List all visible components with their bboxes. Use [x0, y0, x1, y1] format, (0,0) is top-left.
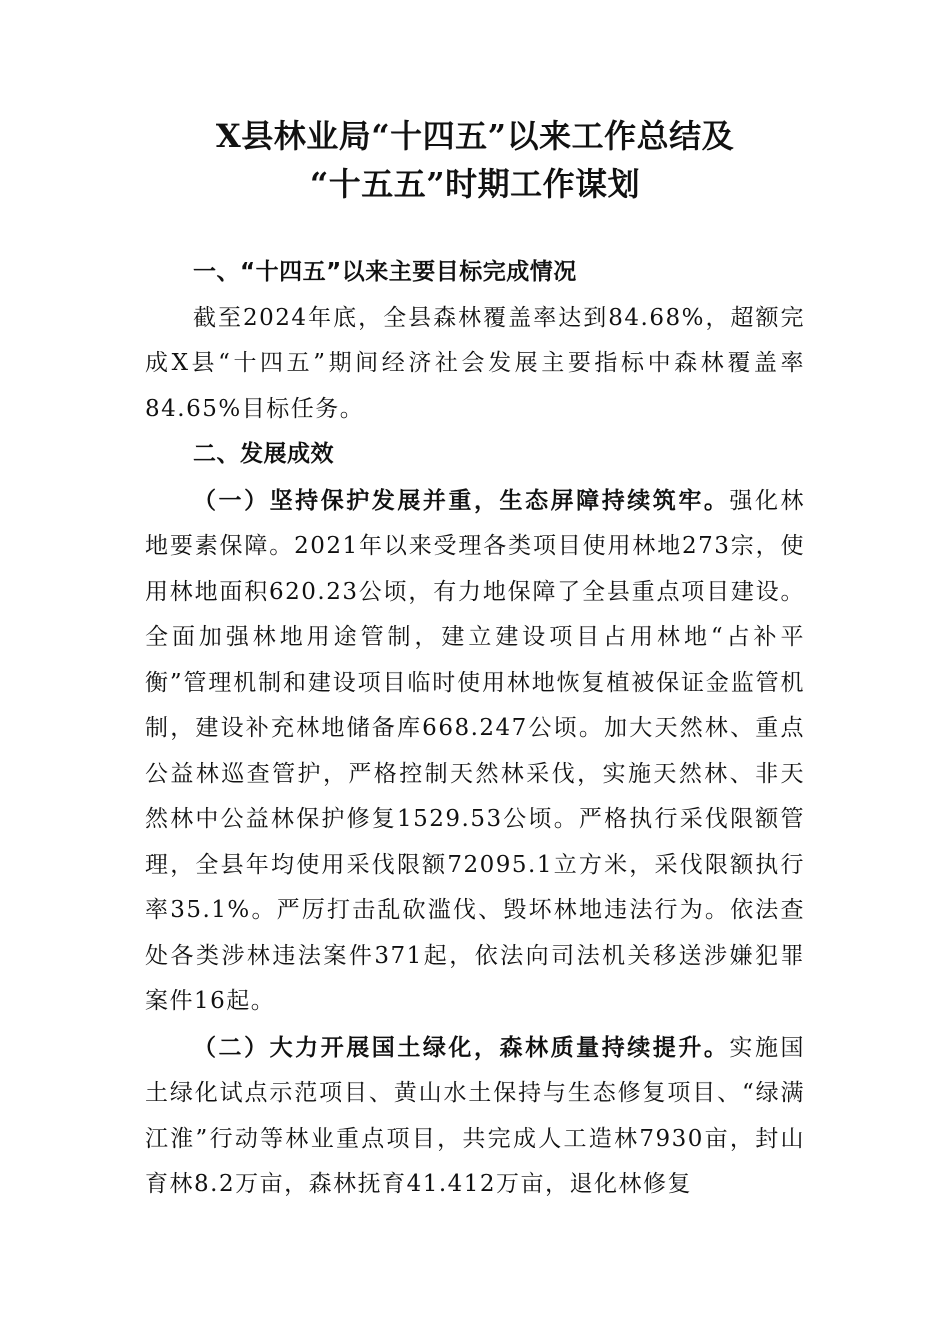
paragraph-text: 实施国土绿化试点示范项目、黄山水土保持与生态修复项目、“绿满江淮”行动等林业重点项目，共完成人工造林7930亩，封山育林8.2万亩，森林抚育41.412万亩，退化林修复 [145, 1034, 806, 1197]
document-body [145, 250, 805, 1208]
document-title [140, 112, 810, 208]
paragraph-ecological-protection [145, 478, 805, 1025]
subsection-lead-2: （二）大力开展国土绿化，森林质量持续提升。 [193, 1033, 730, 1061]
title-line-1: X县林业局“十四五”以来工作总结及 [215, 117, 735, 155]
paragraph-land-greening [145, 1025, 805, 1208]
paragraph-text: 截至2024年底，全县森林覆盖率达到84.68%，超额完成X县“十四五”期间经济社会发展主要指标中森林覆盖率84.65%目标任务。 [145, 304, 805, 422]
paragraph-goal-completion [145, 296, 805, 433]
section-heading-2: 二、发展成效 [193, 441, 334, 467]
subsection-lead-1: （一）坚持保护发展并重，生态屏障持续筑牢。 [193, 486, 730, 514]
paragraph-text: 强化林地要素保障。2021年以来受理各类项目使用林地273宗，使用林地面积620.23公顷，有力地保障了全县重点项目建设。全面加强林地用途管制，建立建设项目占用林地“占补平衡”管理机制和建设项目临时使用林地恢复植被保证金监管机制，建设补充林地储备库668.247公顷。加大天然林、重点公益林巡查管护，严格控制天然林采伐，实施天然林、非天然林中公益林保护修复1529.53公顷。严格执行采伐限额管理，全县年均使用采伐限额72095.1立方米，采伐限额执行率35.1%。严厉打击乱砍滥伐、毁坏林地违法行为。依法查处各类涉林违法案件371起，依法向司法机关移送涉嫌犯罪案件16起。 [145, 487, 806, 1014]
section-heading-1: 一、“十四五”以来主要目标完成情况 [193, 259, 577, 285]
title-line-2: “十五五”时期工作谋划 [309, 165, 641, 203]
